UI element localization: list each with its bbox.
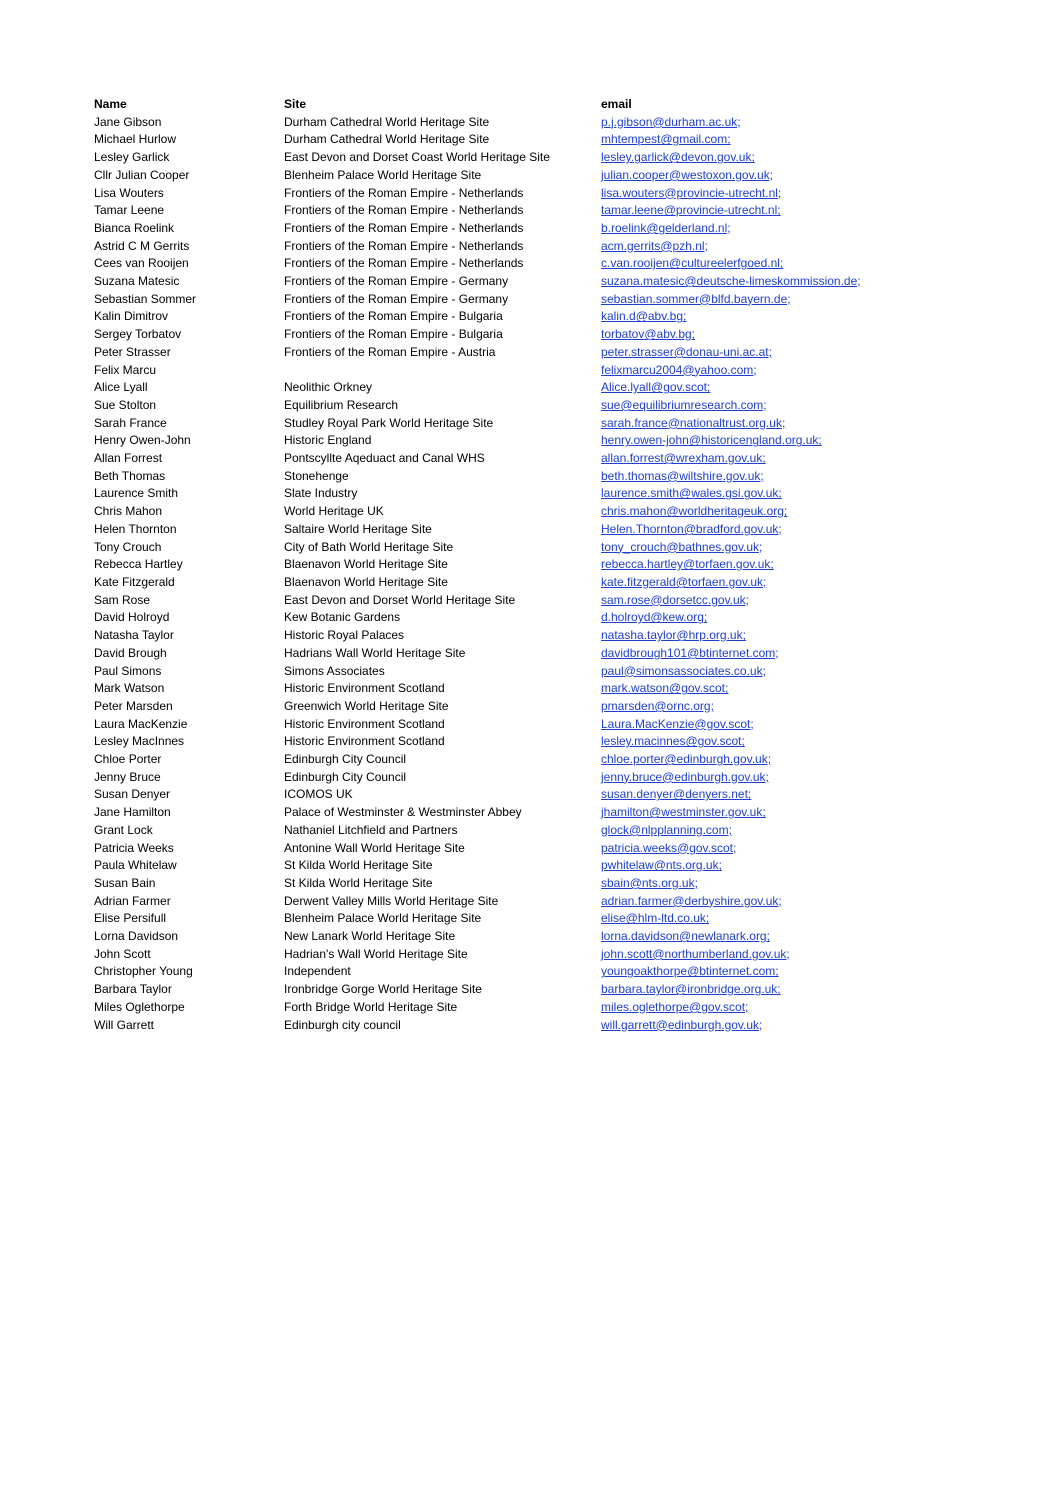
email-cell xyxy=(601,963,894,981)
email-cell xyxy=(601,751,894,769)
site-cell: St Kilda World Heritage Site xyxy=(284,875,433,890)
name-cell: Helen Thornton xyxy=(94,521,177,536)
name-cell: Astrid C M Gerrits xyxy=(94,238,190,253)
email-cell xyxy=(601,645,894,663)
email-cell xyxy=(601,786,894,804)
site-cell: Kew Botanic Gardens xyxy=(284,610,401,625)
email-link[interactable]: kalin.d@abv.bg; xyxy=(601,309,687,324)
table-row xyxy=(94,981,894,999)
email-cell xyxy=(601,893,894,911)
email-link[interactable]: jhamilton@westminster.gov.uk; xyxy=(601,805,766,820)
table-row xyxy=(94,131,894,149)
email-cell xyxy=(601,255,894,273)
name-cell: Miles Oglethorpe xyxy=(94,999,185,1014)
site-cell: Simons Associates xyxy=(284,663,385,678)
table-row xyxy=(94,379,894,397)
email-link[interactable]: pwhitelaw@nts.org.uk; xyxy=(601,858,722,873)
email-link[interactable]: john.scott@northumberland.gov.uk; xyxy=(601,946,790,961)
table-row xyxy=(94,149,894,167)
table-row xyxy=(94,397,894,415)
email-link[interactable]: p.j.gibson@durham.ac.uk; xyxy=(601,114,741,129)
site-cell: World Heritage UK xyxy=(284,504,384,519)
email-link[interactable]: c.van.rooijen@cultureelerfgoed.nl; xyxy=(601,256,784,271)
contacts-table xyxy=(94,96,894,1034)
email-link[interactable]: miles.oglethorpe@gov.scot; xyxy=(601,999,749,1014)
email-link[interactable]: torbatov@abv.bg; xyxy=(601,327,696,342)
email-cell xyxy=(601,609,894,627)
name-cell: Mark Watson xyxy=(94,681,165,696)
email-link[interactable]: acm.gerrits@pzh.nl; xyxy=(601,238,708,253)
site-cell: Neolithic Orkney xyxy=(284,380,373,395)
email-cell xyxy=(601,291,894,309)
table-row xyxy=(94,432,894,450)
table-row xyxy=(94,804,894,822)
name-cell: Beth Thomas xyxy=(94,468,166,483)
email-cell xyxy=(601,556,894,574)
name-cell: Elise Persifull xyxy=(94,911,167,926)
site-cell: New Lanark World Heritage Site xyxy=(284,929,456,944)
name-cell: Kate Fitzgerald xyxy=(94,574,175,589)
site-cell: Edinburgh City Council xyxy=(284,769,407,784)
table-row xyxy=(94,733,894,751)
email-link[interactable]: henry.owen-john@historicengland.org.uk; xyxy=(601,433,822,448)
email-link[interactable]: laurence.smith@wales.gsi.gov.uk; xyxy=(601,486,782,501)
email-link[interactable]: jenny.bruce@edinburgh.gov.uk; xyxy=(601,769,769,784)
name-cell: Lisa Wouters xyxy=(94,185,164,200)
name-cell: Sam Rose xyxy=(94,592,151,607)
table-row xyxy=(94,450,894,468)
name-cell: Chris Mahon xyxy=(94,504,163,519)
site-cell: Frontiers of the Roman Empire - Netherlands xyxy=(284,203,524,218)
table-row xyxy=(94,326,894,344)
site-cell: Frontiers of the Roman Empire - Bulgaria xyxy=(284,309,503,324)
email-cell xyxy=(601,840,894,858)
email-cell xyxy=(601,379,894,397)
site-cell: Equilibrium Research xyxy=(284,397,399,412)
table-row xyxy=(94,468,894,486)
table-row xyxy=(94,503,894,521)
email-link[interactable]: natasha.taylor@hrp.org.uk; xyxy=(601,628,746,643)
table-row xyxy=(94,840,894,858)
site-cell: Palace of Westminster & Westminster Abbey xyxy=(284,805,522,820)
email-link[interactable]: barbara.taylor@ironbridge.org.uk; xyxy=(601,982,781,997)
email-link[interactable]: beth.thomas@wiltshire.gov.uk; xyxy=(601,468,764,483)
site-cell: Studley Royal Park World Heritage Site xyxy=(284,415,494,430)
email-cell xyxy=(601,627,894,645)
name-cell: John Scott xyxy=(94,946,151,961)
email-link[interactable]: lisa.wouters@provincie-utrecht.nl; xyxy=(601,185,782,200)
table-row xyxy=(94,556,894,574)
table-row xyxy=(94,485,894,503)
email-cell xyxy=(601,468,894,486)
table-row xyxy=(94,255,894,273)
site-cell: Stonehenge xyxy=(284,468,349,483)
table-row xyxy=(94,751,894,769)
table-row xyxy=(94,344,894,362)
email-link[interactable]: lorna.davidson@newlanark.org; xyxy=(601,929,770,944)
site-cell: Ironbridge Gorge World Heritage Site xyxy=(284,982,482,997)
site-cell: Durham Cathedral World Heritage Site xyxy=(284,132,490,147)
name-cell: Barbara Taylor xyxy=(94,982,172,997)
site-cell: City of Bath World Heritage Site xyxy=(284,539,454,554)
site-cell: Hadrian's Wall World Heritage Site xyxy=(284,946,468,961)
table-row xyxy=(94,185,894,203)
name-cell: Peter Marsden xyxy=(94,698,173,713)
table-row xyxy=(94,627,894,645)
email-cell xyxy=(601,663,894,681)
email-cell xyxy=(601,822,894,840)
email-cell xyxy=(601,521,894,539)
name-cell: Sergey Torbatov xyxy=(94,327,182,342)
site-cell: Historic England xyxy=(284,433,372,448)
table-row xyxy=(94,716,894,734)
name-cell: Felix Marcu xyxy=(94,362,157,377)
name-cell: Michael Hurlow xyxy=(94,132,177,147)
table-row xyxy=(94,574,894,592)
email-cell xyxy=(601,114,894,132)
table-row xyxy=(94,928,894,946)
name-cell: Tony Crouch xyxy=(94,539,162,554)
email-cell xyxy=(601,804,894,822)
table-row xyxy=(94,308,894,326)
name-cell: Kalin Dimitrov xyxy=(94,309,169,324)
site-cell: Frontiers of the Roman Empire - Netherlands xyxy=(284,256,524,271)
name-cell: Adrian Farmer xyxy=(94,893,171,908)
email-cell xyxy=(601,131,894,149)
table-row xyxy=(94,875,894,893)
site-cell: Saltaire World Heritage Site xyxy=(284,521,432,536)
email-link[interactable]: patricia.weeks@gov.scot; xyxy=(601,840,737,855)
site-cell xyxy=(284,362,601,380)
table-row xyxy=(94,1017,894,1035)
email-cell xyxy=(601,539,894,557)
name-cell: Grant Lock xyxy=(94,822,153,837)
table-row xyxy=(94,963,894,981)
name-cell: Jenny Bruce xyxy=(94,769,161,784)
email-cell xyxy=(601,999,894,1017)
email-link[interactable]: adrian.farmer@derbyshire.gov.uk; xyxy=(601,893,782,908)
name-cell: Cees van Rooijen xyxy=(94,256,189,271)
email-link[interactable]: mhtempest@gmail.com; xyxy=(601,132,731,147)
table-row xyxy=(94,645,894,663)
name-cell: Susan Denyer xyxy=(94,787,171,802)
table-row xyxy=(94,999,894,1017)
email-link[interactable]: glock@nlpplanning.com; xyxy=(601,822,732,837)
site-cell: Frontiers of the Roman Empire - Netherlands xyxy=(284,220,524,235)
email-link[interactable]: chris.mahon@worldheritageuk.org; xyxy=(601,504,788,519)
email-link[interactable]: lesley.garlick@devon.gov.uk; xyxy=(601,150,755,165)
email-cell xyxy=(601,875,894,893)
email-cell xyxy=(601,326,894,344)
email-cell xyxy=(601,238,894,256)
table-row xyxy=(94,822,894,840)
table-row xyxy=(94,680,894,698)
site-cell: Hadrians Wall World Heritage Site xyxy=(284,645,466,660)
name-cell: Lesley MacInnes xyxy=(94,734,185,749)
site-cell: Edinburgh City Council xyxy=(284,752,407,767)
email-link[interactable]: kate.fitzgerald@torfaen.gov.uk; xyxy=(601,574,767,589)
email-link[interactable]: sue@equilibriumresearch.com; xyxy=(601,397,767,412)
email-cell xyxy=(601,450,894,468)
site-cell: Derwent Valley Mills World Heritage Site xyxy=(284,893,499,908)
email-cell xyxy=(601,397,894,415)
email-cell xyxy=(601,716,894,734)
email-link[interactable]: tamar.leene@provincie-utrecht.nl; xyxy=(601,203,781,218)
name-cell: Jane Gibson xyxy=(94,114,162,129)
site-cell: Historic Environment Scotland xyxy=(284,734,445,749)
site-cell: Forth Bridge World Heritage Site xyxy=(284,999,458,1014)
table-row xyxy=(94,592,894,610)
table-row xyxy=(94,273,894,291)
site-cell: Frontiers of the Roman Empire - Austria xyxy=(284,344,496,359)
table-row xyxy=(94,202,894,220)
email-cell xyxy=(601,485,894,503)
column-header-site: Site xyxy=(284,97,307,111)
email-link[interactable]: chloe.porter@edinburgh.gov.uk; xyxy=(601,752,772,767)
site-cell: Frontiers of the Roman Empire - Bulgaria xyxy=(284,327,503,342)
email-link[interactable]: youngoakthorpe@btinternet.com; xyxy=(601,964,779,979)
site-cell: Durham Cathedral World Heritage Site xyxy=(284,114,490,129)
site-cell: St Kilda World Heritage Site xyxy=(284,858,433,873)
email-link[interactable]: sam.rose@dorsetcc.gov.uk; xyxy=(601,592,750,607)
name-cell: Chloe Porter xyxy=(94,752,162,767)
name-cell: Henry Owen-John xyxy=(94,433,191,448)
site-cell: Pontscyllte Aqeduact and Canal WHS xyxy=(284,451,485,466)
site-cell: Greenwich World Heritage Site xyxy=(284,698,449,713)
email-link[interactable]: elise@hlm-ltd.co.uk; xyxy=(601,911,710,926)
email-link[interactable]: suzana.matesic@deutsche-limeskommission.de; xyxy=(601,274,861,289)
table-row xyxy=(94,946,894,964)
email-cell xyxy=(601,981,894,999)
name-cell: Natasha Taylor xyxy=(94,628,174,643)
site-cell: East Devon and Dorset World Heritage Site xyxy=(284,592,516,607)
email-link[interactable]: julian.cooper@westoxon.gov.uk; xyxy=(601,167,774,182)
table-row xyxy=(94,521,894,539)
email-link[interactable]: sarah.france@nationaltrust.org.uk; xyxy=(601,415,786,430)
table-row xyxy=(94,609,894,627)
name-cell: Patricia Weeks xyxy=(94,840,174,855)
table-row xyxy=(94,769,894,787)
name-cell: Lesley Garlick xyxy=(94,150,170,165)
site-cell: Frontiers of the Roman Empire - Germany xyxy=(284,274,509,289)
table-row xyxy=(94,663,894,681)
email-cell xyxy=(601,769,894,787)
email-cell xyxy=(601,733,894,751)
name-cell: Lorna Davidson xyxy=(94,929,179,944)
name-cell: Jane Hamilton xyxy=(94,805,171,820)
email-cell xyxy=(601,185,894,203)
site-cell: Frontiers of the Roman Empire - Netherlands xyxy=(284,238,524,253)
email-cell xyxy=(601,220,894,238)
name-cell: Sebastian Sommer xyxy=(94,291,197,306)
email-link[interactable]: peter.strasser@donau-uni.ac.at; xyxy=(601,344,772,359)
email-cell xyxy=(601,167,894,185)
site-cell: Blaenavon World Heritage Site xyxy=(284,574,448,589)
name-cell: Cllr Julian Cooper xyxy=(94,167,190,182)
email-cell xyxy=(601,149,894,167)
site-cell: Slate Industry xyxy=(284,486,358,501)
site-cell: Antonine Wall World Heritage Site xyxy=(284,840,465,855)
table-body xyxy=(94,114,894,1035)
name-cell: Paula Whitelaw xyxy=(94,858,177,873)
email-cell xyxy=(601,946,894,964)
email-link[interactable]: rebecca.hartley@torfaen.gov.uk; xyxy=(601,557,774,572)
name-cell: Laurence Smith xyxy=(94,486,179,501)
name-cell: Rebecca Hartley xyxy=(94,557,183,572)
name-cell: Sarah France xyxy=(94,415,167,430)
table-row xyxy=(94,291,894,309)
name-cell: Paul Simons xyxy=(94,663,162,678)
table-row xyxy=(94,220,894,238)
site-cell: Independent xyxy=(284,964,351,979)
name-cell: Will Garrett xyxy=(94,1017,154,1032)
email-cell xyxy=(601,1017,894,1035)
email-cell xyxy=(601,415,894,433)
name-cell: Laura MacKenzie xyxy=(94,716,188,731)
email-cell xyxy=(601,503,894,521)
site-cell: Blenheim Palace World Heritage Site xyxy=(284,167,482,182)
email-link[interactable]: d.holroyd@kew.org; xyxy=(601,610,708,625)
email-link[interactable]: susan.denyer@denyers.net; xyxy=(601,787,752,802)
email-cell xyxy=(601,698,894,716)
table-row xyxy=(94,539,894,557)
email-link[interactable]: felixmarcu2004@yahoo.com; xyxy=(601,362,757,377)
email-cell xyxy=(601,592,894,610)
site-cell: Historic Royal Palaces xyxy=(284,628,405,643)
site-cell: Historic Environment Scotland xyxy=(284,681,445,696)
email-cell xyxy=(601,362,894,380)
table-row xyxy=(94,362,894,380)
name-cell: Peter Strasser xyxy=(94,344,171,359)
email-cell xyxy=(601,308,894,326)
email-link[interactable]: Helen.Thornton@bradford.gov.uk; xyxy=(601,521,782,536)
table-row xyxy=(94,893,894,911)
table-row xyxy=(94,238,894,256)
email-cell xyxy=(601,910,894,928)
site-cell: Edinburgh city council xyxy=(284,1017,401,1032)
site-cell: East Devon and Dorset Coast World Heritage Site xyxy=(284,150,550,165)
name-cell: Tamar Leene xyxy=(94,203,165,218)
email-link[interactable]: b.roelink@gelderland.nl; xyxy=(601,220,731,235)
name-cell: Allan Forrest xyxy=(94,451,163,466)
table-row xyxy=(94,114,894,132)
email-link[interactable]: pmarsden@ornc.org; xyxy=(601,698,714,713)
email-link[interactable]: mark.watson@gov.scot; xyxy=(601,681,729,696)
email-link[interactable]: Laura.MacKenzie@gov.scot; xyxy=(601,716,754,731)
site-cell: ICOMOS UK xyxy=(284,787,353,802)
name-cell: David Holroyd xyxy=(94,610,170,625)
email-link[interactable]: tony_crouch@bathnes.gov.uk; xyxy=(601,539,763,554)
name-cell: Bianca Roelink xyxy=(94,220,175,235)
email-link[interactable]: sebastian.sommer@blfd.bayern.de; xyxy=(601,291,791,306)
table-row xyxy=(94,698,894,716)
name-cell: Suzana Matesic xyxy=(94,274,180,289)
email-cell xyxy=(601,574,894,592)
column-header-name: Name xyxy=(94,97,127,111)
email-link[interactable]: will.garrett@edinburgh.gov.uk; xyxy=(601,1017,763,1032)
email-cell xyxy=(601,344,894,362)
name-cell: Christopher Young xyxy=(94,964,193,979)
email-link[interactable]: sbain@nts.org.uk; xyxy=(601,875,698,890)
site-cell: Nathaniel Litchfield and Partners xyxy=(284,822,458,837)
email-cell xyxy=(601,432,894,450)
table-row xyxy=(94,857,894,875)
table-header xyxy=(94,96,894,114)
header-row xyxy=(94,96,894,114)
table-row xyxy=(94,167,894,185)
email-link[interactable]: davidbrough101@btinternet.com; xyxy=(601,645,779,660)
name-cell: Alice Lyall xyxy=(94,380,148,395)
name-cell: David Brough xyxy=(94,645,167,660)
table-row xyxy=(94,415,894,433)
site-cell: Blaenavon World Heritage Site xyxy=(284,557,448,572)
email-cell xyxy=(601,202,894,220)
name-cell: Sue Stolton xyxy=(94,397,157,412)
site-cell: Frontiers of the Roman Empire - Netherlands xyxy=(284,185,524,200)
email-cell xyxy=(601,273,894,291)
email-cell xyxy=(601,857,894,875)
table-row xyxy=(94,786,894,804)
name-cell: Susan Bain xyxy=(94,875,156,890)
email-link[interactable]: Alice.lyall@gov.scot; xyxy=(601,380,711,395)
site-cell: Historic Environment Scotland xyxy=(284,716,445,731)
site-cell: Frontiers of the Roman Empire - Germany xyxy=(284,291,509,306)
email-link[interactable]: allan.forrest@wrexham.gov.uk; xyxy=(601,451,766,466)
email-link[interactable]: paul@simonsassociates.co.uk; xyxy=(601,663,766,678)
table-row xyxy=(94,910,894,928)
email-cell xyxy=(601,928,894,946)
email-cell xyxy=(601,680,894,698)
site-cell: Blenheim Palace World Heritage Site xyxy=(284,911,482,926)
email-link[interactable]: lesley.macinnes@gov.scot; xyxy=(601,734,745,749)
column-header-email: email xyxy=(601,97,632,111)
